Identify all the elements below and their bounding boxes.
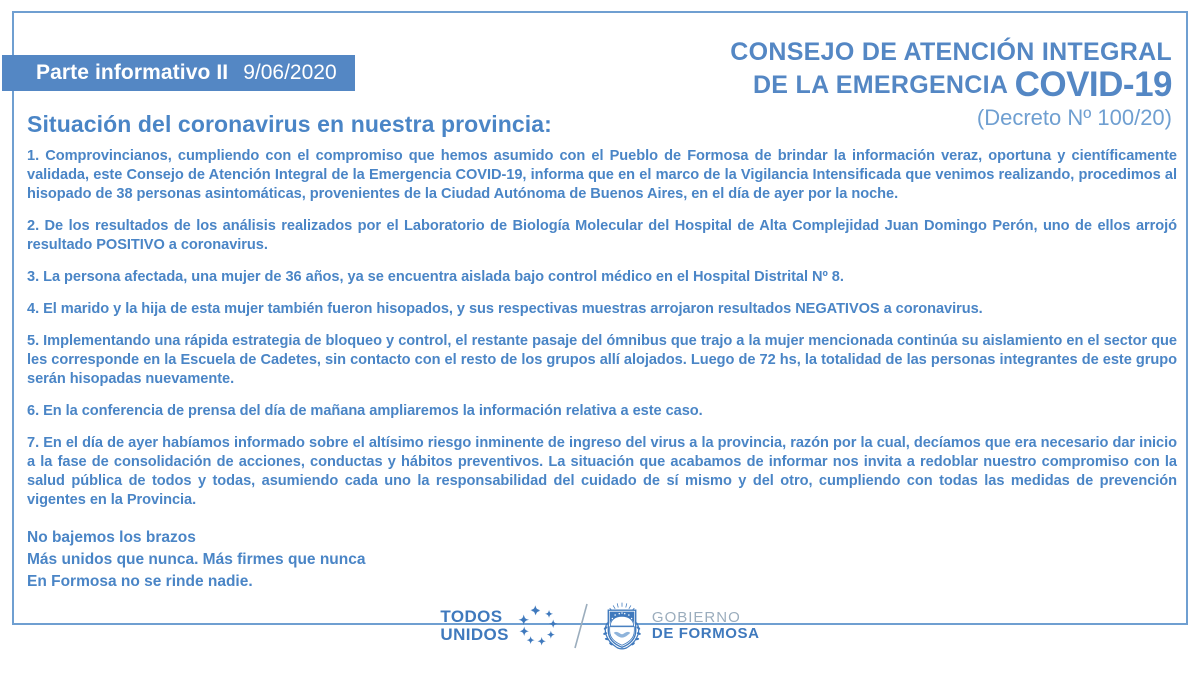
todos-unidos-logo bbox=[440, 603, 561, 649]
decree-reference: (Decreto Nº 100/20) bbox=[976, 105, 1172, 131]
gobierno-label bbox=[652, 610, 760, 643]
paragraph-3: 3. La persona afectada, una mujer de 36 años, ya se encuentra aislada bajo control médico en el Hospital Distrital Nº 8. bbox=[27, 268, 844, 285]
closing-line-1: No bajemos los brazos bbox=[27, 528, 196, 546]
closing-line-2: Más unidos que nunca. Más firmes que nunca bbox=[27, 550, 366, 568]
gobierno-line-1: GOBIERNO bbox=[651, 608, 741, 626]
sparkle-ring-icon bbox=[515, 603, 561, 649]
paragraph-6: 6. En la conferencia de prensa del día de mañana ampliaremos la información relativa a este caso. bbox=[27, 402, 703, 419]
bulletin-body bbox=[27, 111, 1177, 593]
page-title: Situación del coronavirus en nuestra provincia: bbox=[27, 111, 552, 137]
formosa-coat-of-arms-icon bbox=[601, 602, 643, 650]
bulletin-date: 9/06/2020 bbox=[243, 61, 337, 84]
bulletin-ribbon bbox=[2, 55, 355, 91]
paragraph-1: 1. Comprovincianos, cumpliendo con el compromiso que hemos asumido con el Pueblo de Formosa de brindar la información veraz, oportuna y científicamente validada, este Consejo de Atención Integral de la Emergencia COVID-19, informa que en el marco de la Vigilancia Intensificada que venimos realizando, procedimos al hisopado de 38 personas asintomáticas, provenientes de la Ciudad Autónoma de Buenos Aires, en el día de ayer por la noche. bbox=[27, 148, 1177, 202]
council-line-1: CONSEJO DE ATENCIÓN INTEGRAL bbox=[730, 38, 1172, 66]
todos-line-1: TODOS bbox=[440, 606, 503, 626]
todos-unidos-label bbox=[440, 608, 509, 644]
bulletin-title: Parte informativo II bbox=[36, 61, 229, 84]
paragraph-5: 5. Implementando una rápida estrategia de bloqueo y control, el restante pasaje del ómnibus que trajo a la mujer mencionada continúa su aislamiento en el sector que les corresponde en la Escuela de Cadetes, sin contacto con el resto de los grupos allí alojados. Luego de 72 hs, la totalidad de las personas integrantes de este grupo serán hisopadas nuevamente. bbox=[27, 332, 1177, 387]
council-line-2 bbox=[730, 66, 1172, 103]
closing-line-3: En Formosa no se rinde nadie. bbox=[27, 572, 253, 590]
slash-icon bbox=[570, 602, 592, 650]
todos-line-2: UNIDOS bbox=[440, 625, 509, 644]
logo-divider bbox=[561, 602, 601, 650]
paragraph-2: 2. De los resultados de los análisis realizados por el Laboratorio de Biología Molecular del Hospital de Alta Complejidad Juan Domingo Perón, uno de ellos arrojó resultado POSITIVO a coronavirus. bbox=[27, 217, 1177, 253]
covid-19-label: COVID-19 bbox=[1014, 64, 1172, 104]
content-frame bbox=[12, 11, 1188, 625]
footer-logos bbox=[0, 596, 1200, 656]
council-line-2-prefix: DE LA EMERGENCIA bbox=[752, 70, 1015, 99]
paragraph-7: 7. En el día de ayer habíamos informado sobre el altísimo riesgo inminente de ingreso del virus a la provincia, razón por la cual, decíamos que era necesario dar inicio a la fase de consolidación de acciones, conductas y hábitos preventivos. La situación que acabamos de informar nos invita a redoblar nuestro compromiso con la salud pública de todos y todas, asumiendo cada uno la responsabilidad del cuidado de sí mismo y del otro, cumpliendo con todas las medidas de prevención vigentes en la Provincia. bbox=[27, 434, 1177, 508]
paragraph-4: 4. El marido y la hija de esta mujer también fueron hisopados, y sus respectivas muestras arrojaron resultados NEGATIVOS a coronavirus. bbox=[27, 300, 983, 317]
gobierno-de-formosa-logo bbox=[601, 602, 760, 650]
gobierno-line-2: DE FORMOSA bbox=[651, 625, 760, 642]
closing-slogan bbox=[27, 527, 1177, 593]
